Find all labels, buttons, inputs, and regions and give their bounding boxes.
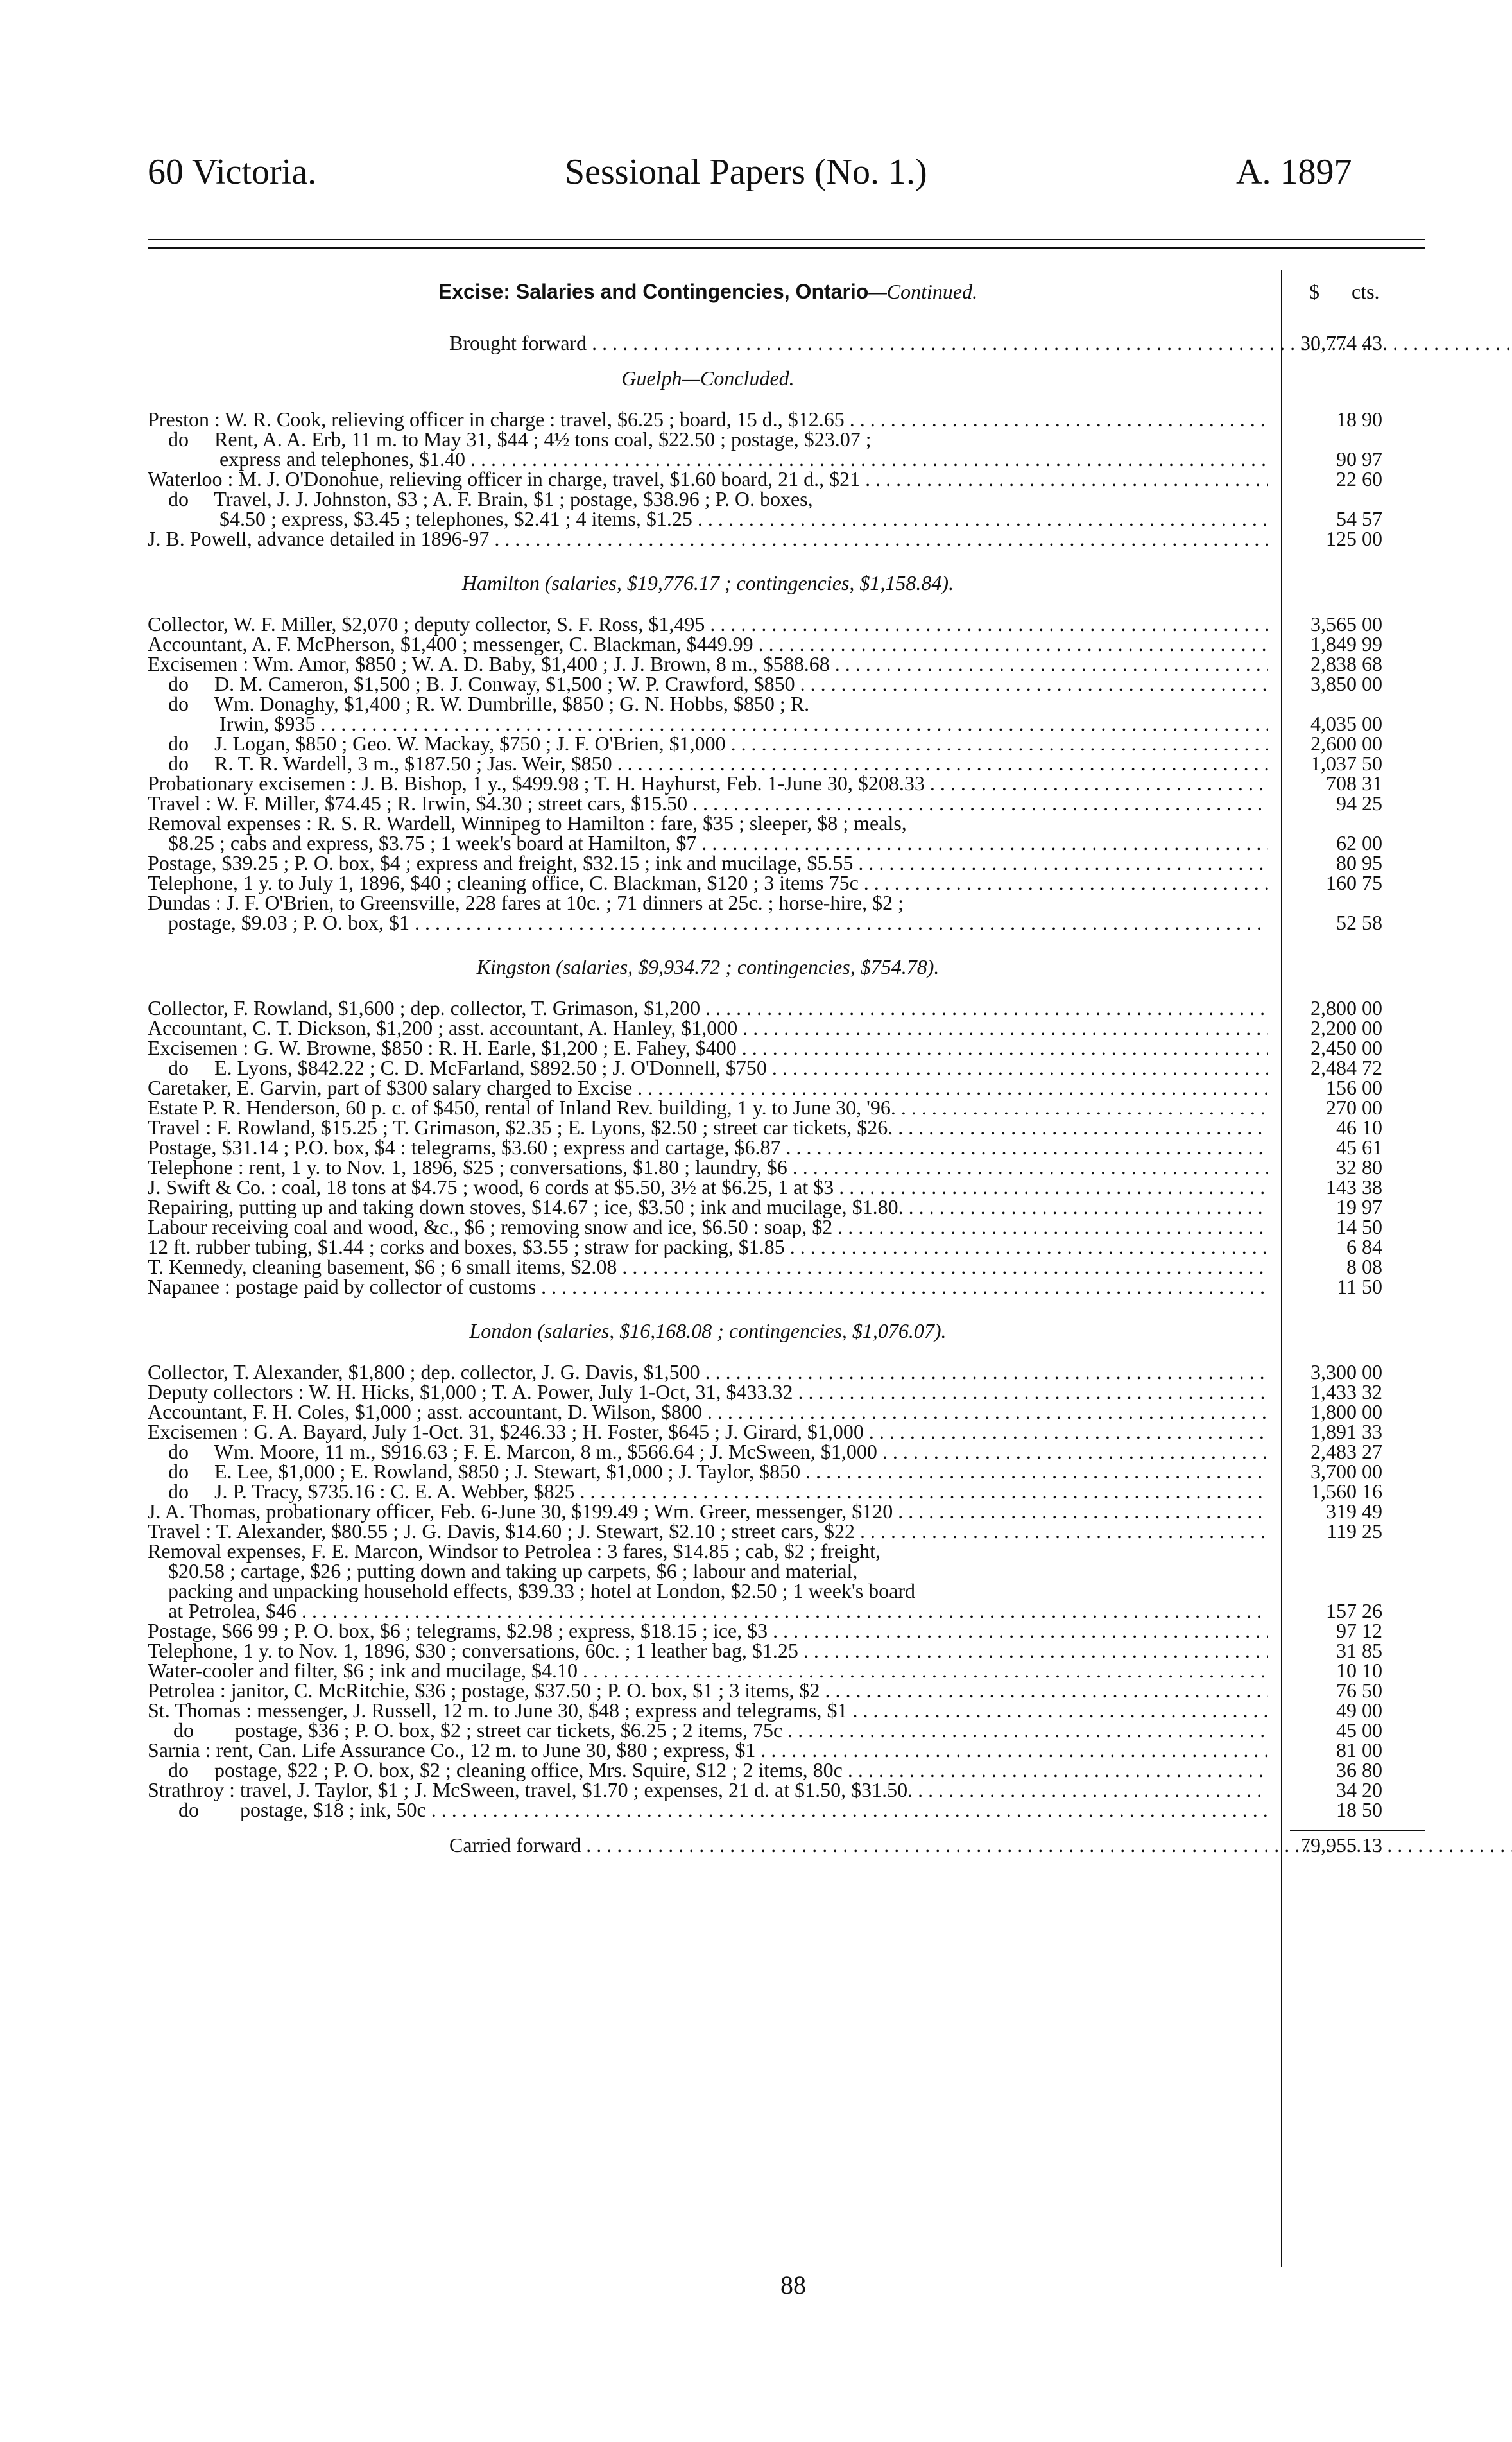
table-title-continued: —Continued.: [868, 280, 978, 303]
ledger-line-text: Travel : F. Rowland, $15.25 ; T. Grimason, $2.35 ; E. Lyons, $2.50 ; street car tickets, $26. . . .: [148, 1116, 1268, 1139]
ledger-line-text: $8.25 ; cabs and express, $3.75 ; 1 week's board at Hamilton, $7 . . .: [148, 831, 1268, 854]
ledger-line-text: do J. Logan, $850 ; Geo. W. Mackay, $750 ; J. F. O'Brien, $1,000 . . .: [148, 732, 1268, 755]
ledger-line-text: $20.58 ; cartage, $26 ; putting down and taking up carpets, $6 ; labour and material,: [148, 1559, 858, 1582]
ledger-line-amount: 2,600 00: [1310, 732, 1382, 755]
ledger-line-amount: 1,037 50: [1310, 752, 1382, 775]
ledger-line-text: Travel : T. Alexander, $80.55 ; J. G. Davis, $14.60 ; J. Stewart, $2.10 ; street cars, $22 . . .: [148, 1520, 1268, 1543]
ledger-line-text: Estate P. R. Henderson, 60 p. c. of $450, rental of Inland Rev. building, 1 y. to June 30, '96. . . .: [148, 1096, 1268, 1119]
ledger-line-text: Excisemen : Wm. Amor, $850 ; W. A. D. Baby, $1,400 ; J. J. Brown, 8 m., $588.68 . . .: [148, 652, 1268, 675]
ledger-line-amount: 90 97: [1336, 447, 1382, 471]
ledger-line-text: Accountant, C. T. Dickson, $1,200 ; asst. accountant, A. Hanley, $1,000 . . .: [148, 1016, 1268, 1039]
ledger-line-amount: 2,484 72: [1310, 1056, 1382, 1079]
ledger-line-amount: 3,300 00: [1310, 1360, 1382, 1383]
ledger-line-text: do postage, $22 ; P. O. box, $2 ; cleaning office, Mrs. Squire, $12 ; 2 items, 80c . . .: [148, 1758, 1268, 1781]
ledger-line-amount: 2,800 00: [1310, 996, 1382, 1019]
ledger-line-amount: 54 57: [1336, 507, 1382, 530]
ledger-line-text: St. Thomas : messenger, J. Russell, 12 m. to June 30, $48 ; express and telegrams, $1 . . .: [148, 1699, 1268, 1722]
section-heading: Hamilton (salaries, $19,776.17 ; contingencies, $1,158.84).: [461, 571, 954, 594]
ledger-line-amount: 18 90: [1336, 408, 1382, 431]
ledger-line-text: express and telephones, $1.40 . . .: [148, 447, 1268, 471]
ledger-line-amount: 270 00: [1326, 1096, 1382, 1119]
ledger-line-text: Petrolea : janitor, C. McRitchie, $36 ; postage, $37.50 ; P. O. box, $1 ; 3 items, $2 . . .: [148, 1679, 1268, 1702]
ledger-line-amount: 1,800 00: [1310, 1400, 1382, 1423]
ledger-line-text: 12 ft. rubber tubing, $1.44 ; corks and boxes, $3.55 ; straw for packing, $1.85 . . .: [148, 1235, 1268, 1258]
ledger-line-amount: 94 25: [1336, 792, 1382, 815]
ledger-line-amount: 3,700 00: [1310, 1460, 1382, 1483]
ledger-line-amount: 11 50: [1337, 1275, 1382, 1298]
total-rule: [1290, 1830, 1425, 1831]
ledger-line-text: do E. Lyons, $842.22 ; C. D. McFarland, $892.50 ; J. O'Donnell, $750 . . .: [148, 1056, 1268, 1079]
header-rule-thin: [148, 239, 1425, 240]
ledger-line-text: Excisemen : G. W. Browne, $850 : R. H. Earle, $1,200 ; E. Fahey, $400 . . .: [148, 1036, 1268, 1059]
ledger-line: [148, 1798, 1425, 1821]
ledger-line-amount: 80 95: [1336, 851, 1382, 874]
ledger-line-amount: 76 50: [1336, 1679, 1382, 1702]
ledger-line-text: Removal expenses, F. E. Marcon, Windsor to Petrolea : 3 fares, $14.85 ; cab, $2 ; freight,: [148, 1539, 881, 1563]
ledger-line-text: do R. T. R. Wardell, 3 m., $187.50 ; Jas. Weir, $850 . . .: [148, 752, 1268, 775]
ledger-line-text: do Rent, A. A. Erb, 11 m. to May 31, $44 ; 4½ tons coal, $22.50 ; postage, $23.07 ;: [148, 428, 872, 451]
ledger-line-amount: 22 60: [1336, 467, 1382, 490]
ledger-line-amount: 10 10: [1336, 1659, 1382, 1682]
ledger-line-text: Repairing, putting up and taking down stoves, $14.67 ; ice, $3.50 ; ink and mucilage, $1.80. . . .: [148, 1195, 1268, 1218]
ledger-line-amount: 18 50: [1336, 1798, 1382, 1821]
ledger-line-text: Napanee : postage paid by collector of customs . . .: [148, 1275, 1268, 1298]
ledger-line-text: Telephone, 1 y. to Nov. 1, 1896, $30 ; conversations, 60c. ; 1 leather bag, $1.25 . . .: [148, 1639, 1268, 1662]
ledger-line-text: Water-cooler and filter, $6 ; ink and mucilage, $4.10 . . .: [148, 1659, 1268, 1682]
ledger-line-text: do Wm. Moore, 11 m., $916.63 ; F. E. Marcon, 8 m., $566.64 ; J. McSween, $1,000 . . .: [148, 1440, 1268, 1463]
ledger-line-text: $4.50 ; express, $3.45 ; telephones, $2.41 ; 4 items, $1.25 . . .: [148, 507, 1268, 530]
ledger-line-amount: 1,891 33: [1310, 1420, 1382, 1443]
ledger-line: [148, 1275, 1425, 1298]
ledger-line: [148, 527, 1425, 550]
ledger-line-amount: 81 00: [1336, 1738, 1382, 1762]
ledger-line-amount: 2,200 00: [1310, 1016, 1382, 1039]
ledger-line-text: J. B. Powell, advance detailed in 1896-97 . . .: [148, 527, 1268, 550]
ledger-line-text: do E. Lee, $1,000 ; E. Rowland, $850 ; J. Stewart, $1,000 ; J. Taylor, $850 . . .: [148, 1460, 1268, 1483]
column-head: [1309, 280, 1380, 303]
ledger-line-text: do Travel, J. J. Johnston, $3 ; A. F. Brain, $1 ; postage, $38.96 ; P. O. boxes,: [148, 487, 813, 510]
page-number: 88: [780, 2271, 806, 2299]
ledger-line-amount: 52 58: [1336, 911, 1382, 934]
ledger-line-text: Probationary excisemen : J. B. Bishop, 1 y., $499.98 ; T. H. Hayhurst, Feb. 1-June 30, $208.33 . . .: [148, 772, 1268, 795]
header-year: A. 1897: [1236, 152, 1352, 192]
ledger-line-text: do postage, $36 ; P. O. box, $2 ; street car tickets, $6.25 ; 2 items, 75c . . .: [148, 1719, 1268, 1742]
section-heading: London (salaries, $16,168.08 ; contingencies, $1,076.07).: [469, 1319, 947, 1342]
column-head-dollars: $: [1309, 280, 1319, 303]
ledger-line-text: Telephone : rent, 1 y. to Nov. 1, 1896, $25 ; conversations, $1.80 ; laundry, $6 . . .: [148, 1156, 1268, 1179]
ledger-line-text: do Wm. Donaghy, $1,400 ; R. W. Dumbrille, $850 ; G. N. Hobbs, $850 ; R.: [148, 692, 810, 715]
ledger-line-amount: 1,560 16: [1310, 1480, 1382, 1503]
ledger-line-text: Travel : W. F. Miller, $74.45 ; R. Irwin, $4.30 ; street cars, $15.50 . . .: [148, 792, 1268, 815]
ledger-line-amount: 3,565 00: [1310, 612, 1382, 636]
brought-forward-row-text: Brought forward . . .: [148, 331, 1512, 354]
ledger-line: [148, 911, 1425, 934]
ledger-line-text: Accountant, A. F. McPherson, $1,400 ; messenger, C. Blackman, $449.99 . . .: [148, 632, 1268, 655]
ledger-line-text: packing and unpacking household effects, $39.33 ; hotel at London, $2.50 ; 1 week's board: [148, 1579, 916, 1602]
ledger-line-text: Waterloo : M. J. O'Donohue, relieving officer in charge, travel, $1.60 board, 21 d., $21 . . .: [148, 467, 1268, 490]
carried-forward-row: [148, 1833, 1425, 1857]
ledger-line-text: J. Swift & Co. : coal, 18 tons at $4.75 ; wood, 6 cords at $5.50, 3½ at $6.25, 1 at $3 . . .: [148, 1175, 1268, 1199]
ledger-line-text: postage, $9.03 ; P. O. box, $1 . . .: [148, 911, 1268, 934]
carried-forward-row-text: Carried forward . . .: [148, 1833, 1512, 1857]
ledger-line-text: Labour receiving coal and wood, &c., $6 ; removing snow and ice, $6.50 : soap, $2 . . .: [148, 1215, 1268, 1238]
section-heading: Kingston (salaries, $9,934.72 ; contingencies, $754.78).: [476, 955, 940, 978]
ledger-line-amount: 2,838 68: [1310, 652, 1382, 675]
ledger-line-amount: 62 00: [1336, 831, 1382, 854]
ledger-line-amount: 2,450 00: [1310, 1036, 1382, 1059]
ledger-line-text: Irwin, $935 . . .: [148, 712, 1268, 735]
ledger-line-text: Sarnia : rent, Can. Life Assurance Co., 12 m. to June 30, $80 ; express, $1 . . .: [148, 1738, 1268, 1762]
ledger-line-text: Collector, F. Rowland, $1,600 ; dep. collector, T. Grimason, $1,200 . . .: [148, 996, 1268, 1019]
ledger-line-text: Collector, T. Alexander, $1,800 ; dep. collector, J. G. Davis, $1,500 . . .: [148, 1360, 1268, 1383]
table-title: [148, 280, 1268, 303]
ledger-line-text: Postage, $39.25 ; P. O. box, $4 ; express and freight, $32.15 ; ink and mucilage, $5.55 . . .: [148, 851, 1268, 874]
ledger-line-amount: 45 61: [1336, 1136, 1382, 1159]
ledger-line-amount: 4,035 00: [1310, 712, 1382, 735]
ledger-line-amount: 8 08: [1346, 1255, 1382, 1278]
ledger-line-amount: 6 84: [1346, 1235, 1382, 1258]
brought-forward-row: [148, 331, 1425, 354]
column-head-cents: cts.: [1352, 280, 1380, 303]
ledger-line-amount: 31 85: [1336, 1639, 1382, 1662]
ledger-line-text: do postage, $18 ; ink, 50c . . .: [148, 1798, 1268, 1821]
ledger-line-amount: 19 97: [1336, 1195, 1382, 1218]
ledger-line-text: Removal expenses : R. S. R. Wardell, Winnipeg to Hamilton : fare, $35 ; sleeper, $8 ; meals,: [148, 811, 907, 835]
brought-forward-row-amount: 30,774 43: [1300, 331, 1382, 354]
ledger-line-text: Excisemen : G. A. Bayard, July 1-Oct. 31, $246.33 ; H. Foster, $645 ; J. Girard, $1,000 . . .: [148, 1420, 1268, 1443]
ledger-line-amount: 119 25: [1327, 1520, 1382, 1543]
ledger-line-amount: 708 31: [1326, 772, 1382, 795]
table-title-main: Excise: Salaries and Contingencies, Ontario: [438, 280, 869, 303]
ledger-line-amount: 14 50: [1336, 1215, 1382, 1238]
ledger-line-amount: 1,849 99: [1310, 632, 1382, 655]
ledger-line-text: Accountant, F. H. Coles, $1,000 ; asst. accountant, D. Wilson, $800 . . .: [148, 1400, 1268, 1423]
ledger-line-text: T. Kennedy, cleaning basement, $6 ; 6 small items, $2.08 . . .: [148, 1255, 1268, 1278]
ledger-line-text: do D. M. Cameron, $1,500 ; B. J. Conway, $1,500 ; W. P. Crawford, $850 . . .: [148, 672, 1268, 695]
ledger-line-text: Dundas : J. F. O'Brien, to Greensville, 228 fares at 10c. ; 71 dinners at 25c. ; horse-hire, $2 ;: [148, 891, 904, 914]
ledger-line-text: Postage, $66 99 ; P. O. box, $6 ; telegrams, $2.98 ; express, $18.15 ; ice, $3 . . .: [148, 1619, 1268, 1642]
header-session: 60 Victoria.: [148, 152, 317, 192]
ledger-line-text: Postage, $31.14 ; P.O. box, $4 : telegrams, $3.60 ; express and cartage, $6.87 . . .: [148, 1136, 1268, 1159]
ledger-line-amount: 32 80: [1336, 1156, 1382, 1179]
section-heading: Guelph—Concluded.: [621, 367, 795, 390]
ledger-line-amount: 49 00: [1336, 1699, 1382, 1722]
ledger-line-amount: 3,850 00: [1310, 672, 1382, 695]
carried-forward-row-amount: 79,955 13: [1300, 1833, 1382, 1857]
ledger-line-amount: 156 00: [1326, 1076, 1382, 1099]
ledger-line-amount: 1,433 32: [1310, 1380, 1382, 1403]
ledger-line-text: Strathroy : travel, J. Taylor, $1 ; J. McSween, travel, $1.70 ; expenses, 21 d. at $1.50, $31.50. . . .: [148, 1778, 1268, 1801]
ledger-line-amount: 34 20: [1336, 1778, 1382, 1801]
ledger-line-text: do J. P. Tracy, $735.16 : C. E. A. Webber, $825 . . .: [148, 1480, 1268, 1503]
ledger-line-amount: 143 38: [1326, 1175, 1382, 1199]
ledger-line-amount: 157 26: [1326, 1599, 1382, 1622]
ledger-line-text: Caretaker, E. Garvin, part of $300 salary charged to Excise . . .: [148, 1076, 1268, 1099]
ledger-line-amount: 2,483 27: [1310, 1440, 1382, 1463]
ledger-line-amount: 160 75: [1326, 871, 1382, 894]
ledger-line-amount: 125 00: [1326, 527, 1382, 550]
ledger-line-amount: 45 00: [1336, 1719, 1382, 1742]
header-rule-thick: [148, 247, 1425, 249]
ledger-line-amount: 36 80: [1336, 1758, 1382, 1781]
ledger-line-amount: 97 12: [1336, 1619, 1382, 1642]
ledger-line-text: J. A. Thomas, probationary officer, Feb. 6-June 30, $199.49 ; Wm. Greer, messenger, $120 . . .: [148, 1500, 1268, 1523]
ledger-line-text: Telephone, 1 y. to July 1, 1896, $40 ; cleaning office, C. Blackman, $120 ; 3 items 75c . . .: [148, 871, 1268, 894]
ledger-line-text: Deputy collectors : W. H. Hicks, $1,000 ; T. A. Power, July 1-Oct, 31, $433.32 . . .: [148, 1380, 1268, 1403]
ledger-line-text: Collector, W. F. Miller, $2,070 ; deputy collector, S. F. Ross, $1,495 . . .: [148, 612, 1268, 636]
ledger-line-amount: 319 49: [1326, 1500, 1382, 1523]
ledger-line-amount: 46 10: [1336, 1116, 1382, 1139]
ledger-line-text: at Petrolea, $46 . . .: [148, 1599, 1268, 1622]
header-title: Sessional Papers (No. 1.): [565, 152, 927, 192]
ledger-line-text: Preston : W. R. Cook, relieving officer in charge : travel, $6.25 ; board, 15 d., $12.65 . . .: [148, 408, 1268, 431]
